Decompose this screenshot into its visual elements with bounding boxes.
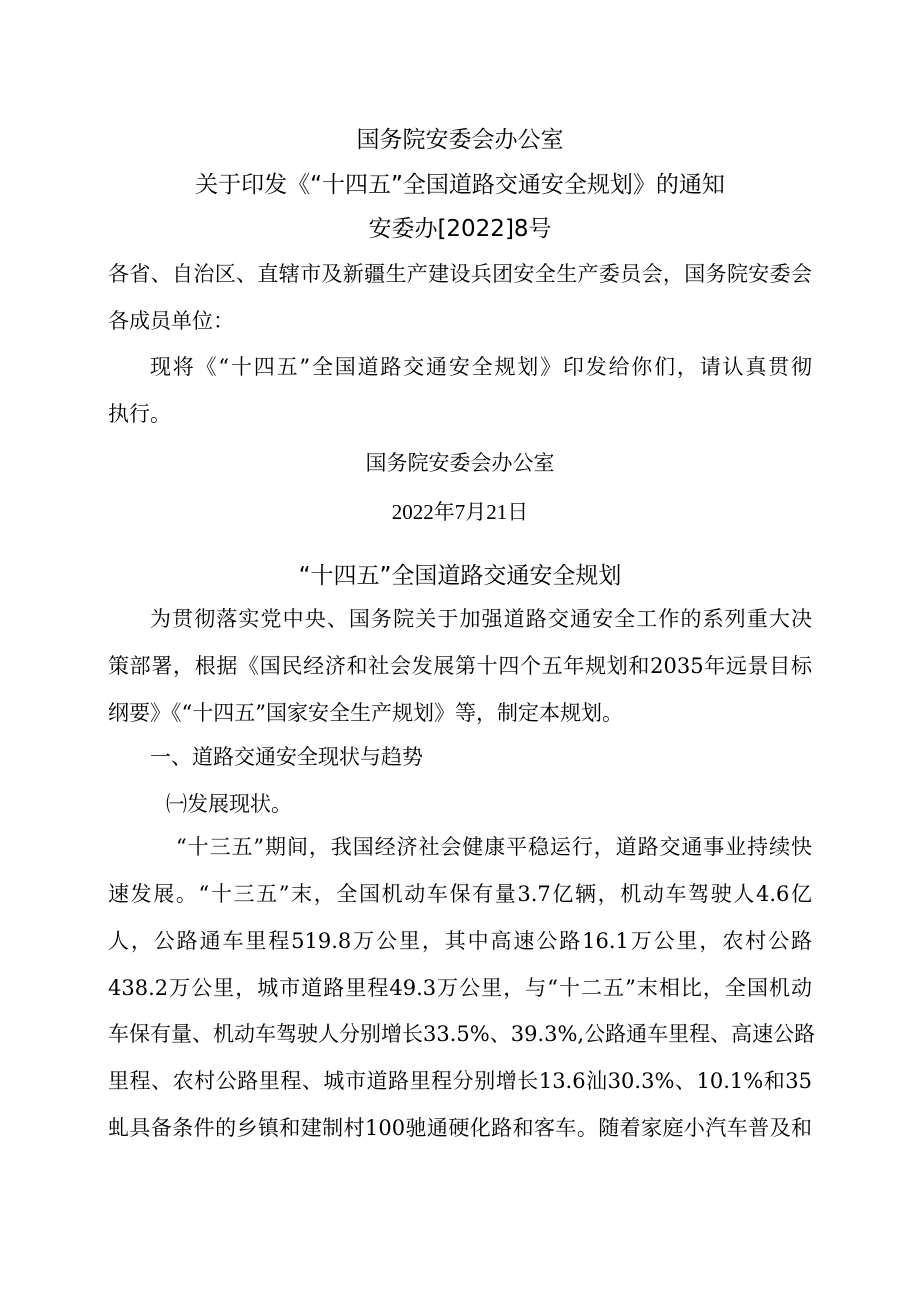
paragraph-line-3: 人，公路通车里程519.8万公里，其中高速公路16.1万公里，农村公路 (108, 929, 812, 953)
intro-line-1: 为贯彻落实党中央、国务院关于加强道路交通安全工作的系列重大决 (150, 607, 812, 631)
intro-line-2: 策部署，根据《国民经济和社会发展第十四个五年规划和2035年远景目标 (108, 654, 812, 678)
plan-title: “十四五”全国道路交通安全规划 (298, 563, 622, 589)
paragraph-line-7: 虬具备条件的乡镇和建制村100驰通硬化路和客车。随着家庭小汽车普及和 (108, 1116, 812, 1140)
intro-line-3: 纲要》《“十四五”国家安全生产规划》等，制定本规划。 (108, 701, 623, 725)
addressee-line-1: 各省、自治区、直辖市及新疆生产建设兵团安全生产委员会，国务院安委会 (108, 262, 812, 286)
signature-org: 国务院安委会办公室 (365, 451, 555, 475)
issuer-heading: 国务院安委会办公室 (356, 127, 564, 153)
paragraph-line-1: “十三五”期间，我国经济社会健康平稳运行，道路交通事业持续快 (176, 835, 812, 859)
notice-title: 关于印发《“十四五”全国道路交通安全规划》的通知 (195, 172, 725, 198)
addressee-line-2: 各成员单位： (108, 309, 234, 333)
paragraph-line-4: 438.2万公里，城市道路里程49.3万公里，与“十二五”末相比，全国机动 (108, 976, 812, 1000)
paragraph-line-2: 速发展。“十三五”末，全国机动车保有量3.7亿辆，机动车驾驶人4.6亿 (108, 882, 812, 906)
notice-body-line-1: 现将《“十四五”全国道路交通安全规划》印发给你们，请认真贯彻 (150, 355, 812, 379)
paragraph-line-5: 车保有量、机动车驾驶人分别增长33.5%、39.3%,公路通车里程、高速公路 (108, 1022, 816, 1046)
paragraph-line-6: 里程、农村公路里程、城市道路里程分别增长13.6汕30.3%、10.1%和35 (108, 1069, 812, 1093)
section-1-heading: 一、道路交通安全现状与趋势 (150, 745, 423, 769)
document-number: 安委办[2022]8号 (368, 216, 552, 242)
subsection-1-heading: ㈠发展现状。 (166, 792, 292, 816)
notice-body-line-2: 执行。 (108, 402, 171, 426)
signature-date: 2022年7月21日 (391, 500, 529, 524)
